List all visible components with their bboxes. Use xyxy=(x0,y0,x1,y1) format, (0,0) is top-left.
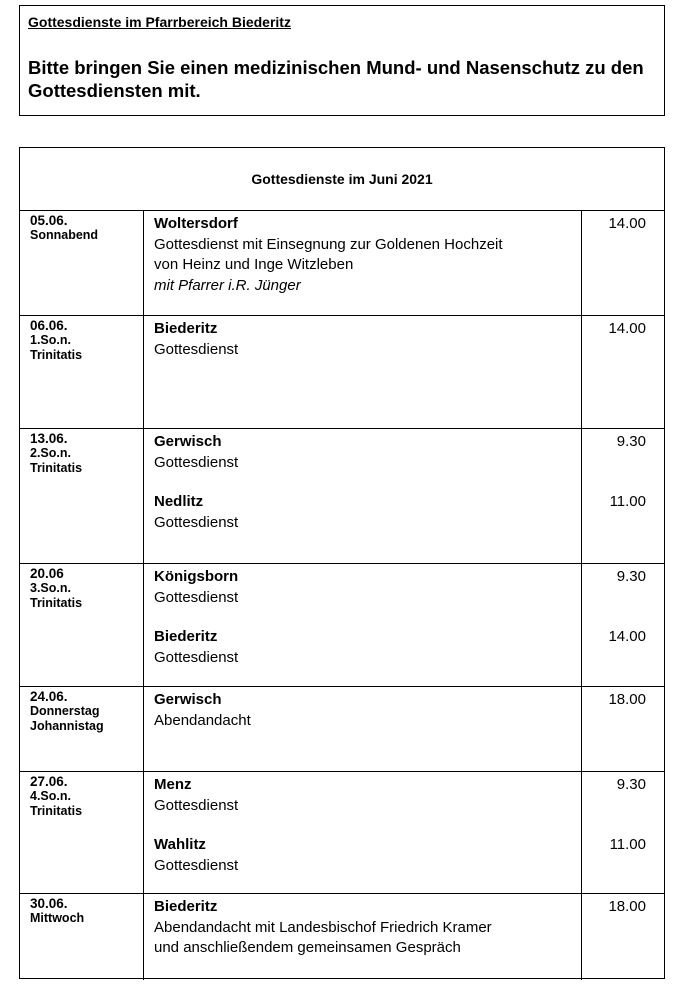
service-entry xyxy=(154,319,238,360)
service-date: 06.06. xyxy=(30,318,68,333)
date-cell xyxy=(20,687,144,771)
service-location: Woltersdorf xyxy=(154,215,238,232)
service-location: Gerwisch xyxy=(154,433,222,450)
time-cell xyxy=(582,316,666,428)
liturgical-day: Trinitatis xyxy=(30,348,83,362)
service-description: Gottesdienst xyxy=(154,340,239,358)
service-cell xyxy=(144,687,582,771)
date-cell xyxy=(20,429,144,563)
service-description: Abendandacht mit Landesbischof Friedrich Kramer xyxy=(154,918,492,936)
date-cell xyxy=(20,211,144,315)
service-description: Gottesdienst xyxy=(154,648,239,666)
liturgical-day: Trinitatis xyxy=(30,804,83,818)
service-time: 14.00 xyxy=(608,320,646,337)
service-date: 05.06. xyxy=(30,213,68,228)
service-location: Biederitz xyxy=(154,320,218,337)
notice-title: Gottesdienste im Pfarrbereich Biederitz xyxy=(28,14,291,30)
service-time: 14.00 xyxy=(608,628,646,645)
service-cell xyxy=(144,316,582,428)
service-date: 20.06 xyxy=(30,566,64,581)
service-time: 18.00 xyxy=(608,691,646,708)
schedule-row xyxy=(20,894,664,980)
service-description: von Heinz und Inge Witzleben xyxy=(154,256,354,273)
liturgical-day: Trinitatis xyxy=(30,596,83,610)
notice-box xyxy=(19,5,665,116)
liturgical-day: Donnerstag xyxy=(30,704,100,718)
service-entry xyxy=(154,775,238,816)
liturgical-day: Johannistag xyxy=(30,719,104,733)
service-date: 27.06. xyxy=(30,774,68,789)
service-cell xyxy=(144,564,582,686)
date-cell xyxy=(20,564,144,686)
schedule-heading: Gottesdienste im Juni 2021 xyxy=(20,148,664,211)
schedule-row xyxy=(20,564,664,687)
liturgical-day: 2.So.n. xyxy=(30,446,71,460)
service-description: Gottesdienst xyxy=(154,453,239,471)
time-cell xyxy=(582,211,666,315)
service-entry xyxy=(154,492,238,533)
service-location: Menz xyxy=(154,776,192,793)
service-entry xyxy=(154,567,238,608)
time-cell xyxy=(582,429,666,563)
service-description: Gottesdienst xyxy=(154,856,239,874)
service-cell xyxy=(144,894,582,980)
service-time: 18.00 xyxy=(608,898,646,915)
liturgical-day: 1.So.n. xyxy=(30,333,71,347)
date-cell xyxy=(20,316,144,428)
liturgical-day: 4.So.n. xyxy=(30,789,71,803)
time-cell xyxy=(582,687,666,771)
service-entry xyxy=(154,627,238,668)
service-description: Gottesdienst xyxy=(154,588,239,606)
time-cell xyxy=(582,894,666,980)
schedule-row xyxy=(20,429,664,564)
service-description: Gottesdienst xyxy=(154,513,239,531)
service-time: 9.30 xyxy=(616,433,646,450)
date-cell xyxy=(20,894,144,980)
time-cell xyxy=(582,772,666,893)
service-location: Königsborn xyxy=(154,568,239,585)
service-entry xyxy=(154,897,492,959)
notice-message: Bitte bringen Sie einen medizinischen Mund- und Nasenschutz zu den Gottesdiensten mit. xyxy=(28,57,644,101)
service-cell xyxy=(144,429,582,563)
service-entry xyxy=(154,690,251,731)
liturgical-day: Mittwoch xyxy=(30,911,85,925)
service-date: 30.06. xyxy=(30,896,68,911)
schedule-row xyxy=(20,316,664,429)
schedule-row xyxy=(20,687,664,772)
service-cell xyxy=(144,772,582,893)
service-entry xyxy=(154,835,238,876)
service-time: 11.00 xyxy=(609,836,646,853)
service-cell xyxy=(144,211,582,315)
schedule-row xyxy=(20,772,664,894)
liturgical-day: 3.So.n. xyxy=(30,581,71,595)
service-time: 9.30 xyxy=(616,776,646,793)
service-location: Biederitz xyxy=(154,898,218,915)
service-description: und anschließendem gemeinsamen Gespräch xyxy=(154,939,461,956)
time-cell xyxy=(582,564,666,686)
service-location: Wahlitz xyxy=(154,836,206,853)
service-entry xyxy=(154,432,238,473)
service-schedule-table xyxy=(19,147,665,979)
service-time: 11.00 xyxy=(609,493,646,510)
service-date: 24.06. xyxy=(30,689,68,704)
service-location: Biederitz xyxy=(154,628,218,645)
service-description: Gottesdienst xyxy=(154,796,239,814)
liturgical-day: Sonnabend xyxy=(30,228,99,242)
service-date: 13.06. xyxy=(30,431,68,446)
service-time: 14.00 xyxy=(608,215,646,232)
service-note: mit Pfarrer i.R. Jünger xyxy=(154,276,301,294)
service-description: Gottesdienst mit Einsegnung zur Goldenen Hochzeit xyxy=(154,235,503,253)
service-description: Abendandacht xyxy=(154,711,251,729)
service-location: Nedlitz xyxy=(154,493,204,510)
liturgical-day: Trinitatis xyxy=(30,461,83,475)
schedule-row xyxy=(20,211,664,316)
service-location: Gerwisch xyxy=(154,691,222,708)
service-time: 9.30 xyxy=(616,568,646,585)
date-cell xyxy=(20,772,144,893)
service-entry xyxy=(154,214,503,296)
